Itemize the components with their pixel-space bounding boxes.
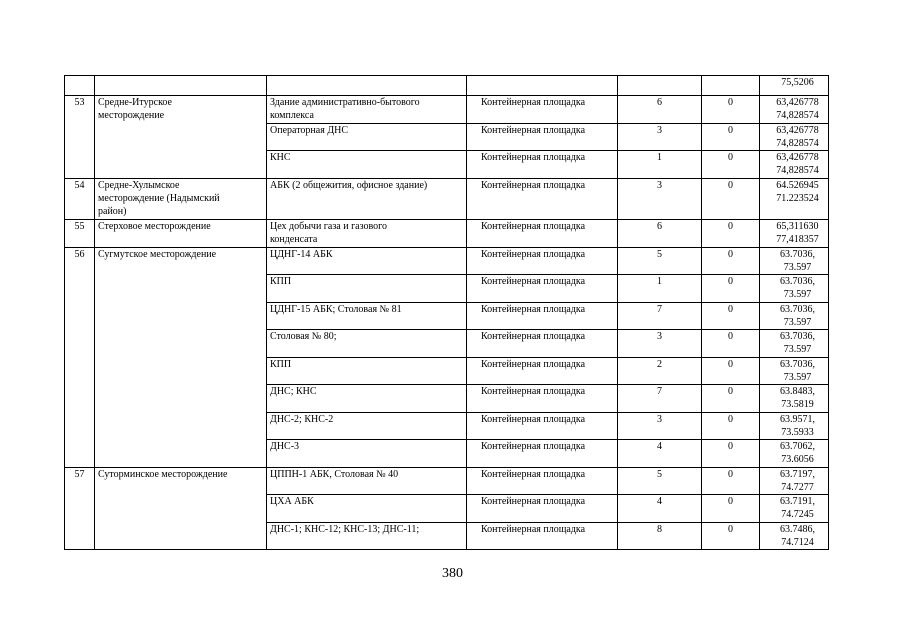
zero-value: 0: [702, 440, 760, 468]
field-name: Стерховое месторождение: [95, 220, 267, 248]
object-name: Здание административно-бытового комплекса: [267, 96, 467, 124]
container-count: 8: [618, 523, 702, 550]
container-count: 5: [618, 248, 702, 275]
row-number: 53: [65, 96, 95, 179]
container-count: 3: [618, 179, 702, 220]
site-type: Контейнерная площадка: [467, 179, 618, 220]
container-count: 3: [618, 330, 702, 358]
zero-value: 0: [702, 248, 760, 275]
object-name: Операторная ДНС: [267, 124, 467, 151]
table-row: [65, 76, 829, 96]
row-number: 54: [65, 179, 95, 220]
zero-value: 0: [702, 151, 760, 179]
coordinates: 63.7036, 73.597: [760, 248, 829, 275]
container-count: 4: [618, 495, 702, 523]
row-number: [65, 76, 95, 96]
object-name: ДНС-1; КНС-12; КНС-13; ДНС-11;: [267, 523, 467, 550]
site-type: Контейнерная площадка: [467, 330, 618, 358]
zero-value: 0: [702, 179, 760, 220]
container-count: 3: [618, 413, 702, 440]
container-count: [618, 76, 702, 96]
container-count: 5: [618, 468, 702, 495]
site-type: Контейнерная площадка: [467, 495, 618, 523]
object-name: КПП: [267, 275, 467, 303]
container-count: 1: [618, 151, 702, 179]
coordinates: 63.7062, 73.6056: [760, 440, 829, 468]
zero-value: 0: [702, 523, 760, 550]
object-name: Столовая № 80;: [267, 330, 467, 358]
page-number: 380: [442, 566, 463, 581]
zero-value: 0: [702, 220, 760, 248]
object-name: ЦДНГ-15 АБК; Столовая № 81: [267, 303, 467, 330]
site-type: Контейнерная площадка: [467, 96, 618, 124]
coordinates: 63.7036, 73.597: [760, 358, 829, 385]
field-name: [95, 76, 267, 96]
coordinates: 63.7036, 73.597: [760, 303, 829, 330]
coordinates: 75,5206: [760, 76, 829, 96]
coordinates: 63.7197, 74.7277: [760, 468, 829, 495]
object-name: КПП: [267, 358, 467, 385]
site-type: Контейнерная площадка: [467, 275, 618, 303]
zero-value: [702, 76, 760, 96]
site-type: Контейнерная площадка: [467, 468, 618, 495]
table-row: [65, 220, 829, 248]
field-name: Средне-Итурское месторождение: [95, 96, 267, 179]
site-type: Контейнерная площадка: [467, 303, 618, 330]
container-count: 6: [618, 96, 702, 124]
table-row: [65, 468, 829, 495]
object-name: ЦДНГ-14 АБК: [267, 248, 467, 275]
zero-value: 0: [702, 495, 760, 523]
site-type: Контейнерная площадка: [467, 220, 618, 248]
object-name: ДНС; КНС: [267, 385, 467, 413]
zero-value: 0: [702, 468, 760, 495]
object-name: [267, 76, 467, 96]
zero-value: 0: [702, 275, 760, 303]
site-type: Контейнерная площадка: [467, 413, 618, 440]
coordinates: 63.7036, 73.597: [760, 330, 829, 358]
zero-value: 0: [702, 413, 760, 440]
object-name: ЦХА АБК: [267, 495, 467, 523]
object-name: ДНС-3: [267, 440, 467, 468]
object-name: АБК (2 общежития, офисное здание): [267, 179, 467, 220]
waste-sites-table: [64, 75, 829, 550]
coordinates: 64.526945 71.223524: [760, 179, 829, 220]
site-type: Контейнерная площадка: [467, 358, 618, 385]
coordinates: 63.8483, 73.5819: [760, 385, 829, 413]
site-type: Контейнерная площадка: [467, 248, 618, 275]
site-type: Контейнерная площадка: [467, 124, 618, 151]
zero-value: 0: [702, 303, 760, 330]
coordinates: 63,426778 74,828574: [760, 124, 829, 151]
object-name: Цех добычи газа и газового конденсата: [267, 220, 467, 248]
coordinates: 63.7191, 74.7245: [760, 495, 829, 523]
site-type: Контейнерная площадка: [467, 523, 618, 550]
container-count: 4: [618, 440, 702, 468]
object-name: ЦППН-1 АБК, Столовая № 40: [267, 468, 467, 495]
coordinates: 65,311630 77,418357: [760, 220, 829, 248]
object-name: ДНС-2; КНС-2: [267, 413, 467, 440]
zero-value: 0: [702, 330, 760, 358]
container-count: 1: [618, 275, 702, 303]
coordinates: 63.7036, 73.597: [760, 275, 829, 303]
table-row: [65, 179, 829, 220]
row-number: 56: [65, 248, 95, 468]
container-count: 7: [618, 385, 702, 413]
field-name: Сугмутское месторождение: [95, 248, 267, 468]
row-number: 55: [65, 220, 95, 248]
coordinates: 63.9571, 73.5933: [760, 413, 829, 440]
container-count: 7: [618, 303, 702, 330]
table-row: [65, 248, 829, 275]
zero-value: 0: [702, 96, 760, 124]
zero-value: 0: [702, 385, 760, 413]
site-type: Контейнерная площадка: [467, 440, 618, 468]
container-count: 2: [618, 358, 702, 385]
coordinates: 63,426778 74,828574: [760, 151, 829, 179]
field-name: Суторминское месторождение: [95, 468, 267, 550]
row-number: 57: [65, 468, 95, 550]
zero-value: 0: [702, 358, 760, 385]
table-row: [65, 96, 829, 124]
container-count: 3: [618, 124, 702, 151]
field-name: Средне-Хулымское месторождение (Надымский район): [95, 179, 267, 220]
coordinates: 63.7486, 74.7124: [760, 523, 829, 550]
site-type: Контейнерная площадка: [467, 385, 618, 413]
object-name: КНС: [267, 151, 467, 179]
site-type: [467, 76, 618, 96]
site-type: Контейнерная площадка: [467, 151, 618, 179]
coordinates: 63,426778 74,828574: [760, 96, 829, 124]
container-count: 6: [618, 220, 702, 248]
zero-value: 0: [702, 124, 760, 151]
